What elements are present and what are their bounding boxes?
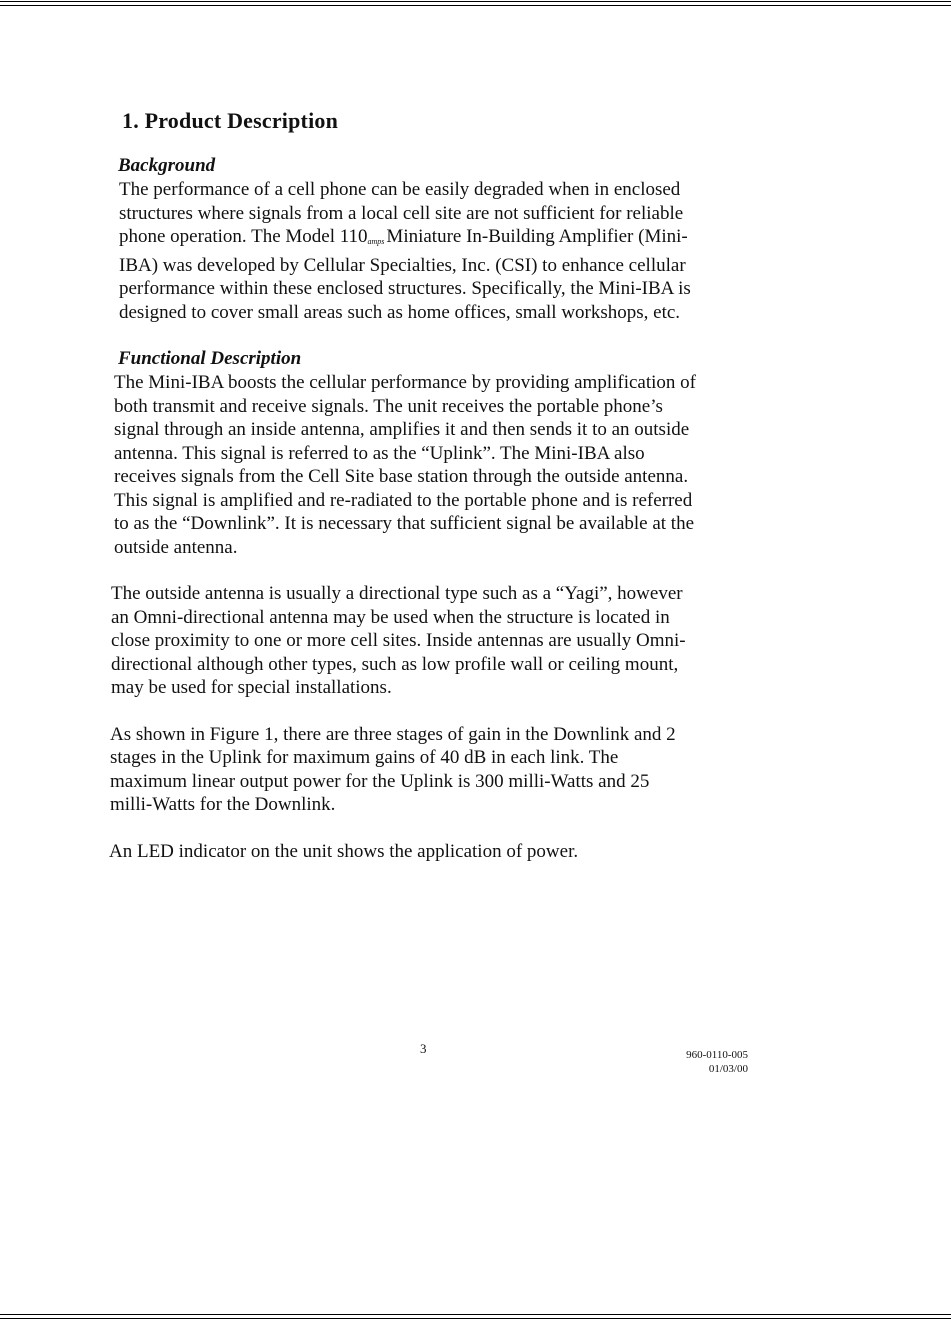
model-text: phone operation. The Model 110 — [119, 226, 368, 247]
paragraph-line: The Mini-IBA boosts the cellular performance by providing amplification of — [114, 372, 696, 393]
background-paragraph — [119, 178, 770, 324]
functional-section — [110, 347, 770, 559]
functional-paragraph — [114, 371, 770, 559]
section-heading: 1. Product Description — [122, 108, 339, 133]
model-text-rest: Miniature In-Building Amplifier (Mini- — [386, 226, 688, 247]
paragraph-line: performance within these enclosed structures. Specifically, the Mini-IBA is — [119, 278, 691, 299]
paragraph-line: may be used for special installations. — [111, 677, 392, 698]
paragraph-line: to as the “Downlink”. It is necessary that sufficient signal be available at the — [114, 513, 695, 534]
paragraph-line: directional although other types, such as low profile wall or ceiling mount, — [111, 653, 679, 675]
paragraph-line: receives signals from the Cell Site base station through the outside antenna. — [114, 466, 689, 487]
paragraph-line — [119, 225, 770, 254]
paragraph-line: both transmit and receive signals. The unit receives the portable phone’s — [114, 395, 663, 417]
paragraph-line: outside antenna. — [114, 536, 238, 558]
paragraph-line: signal through an inside antenna, amplifies it and then sends it to an outside — [114, 419, 690, 440]
background-section — [110, 154, 770, 324]
antenna-paragraph — [111, 582, 770, 700]
bottom-rule-inner — [0, 1318, 951, 1319]
model-subscript: amps — [367, 237, 385, 246]
functional-heading: Functional Description — [118, 348, 302, 369]
paragraph-line: milli-Watts for the Downlink. — [110, 794, 336, 815]
paragraph-line: IBA) was developed by Cellular Specialties, Inc. (CSI) to enhance cellular — [119, 254, 686, 276]
paragraph-line: structures where signals from a local cell site are not sufficient for reliable — [119, 202, 684, 224]
paragraph-line: antenna. This signal is referred to as the “Uplink”. The Mini-IBA also — [114, 442, 645, 464]
page-content — [110, 108, 770, 886]
paragraph-line: maximum linear output power for the Uplink is 300 milli-Watts and 25 — [110, 770, 650, 792]
paragraph-line: an Omni-directional antenna may be used when the structure is located in — [111, 606, 670, 628]
paragraph-line: close proximity to one or more cell sites. Inside antennas are usually Omni- — [111, 630, 686, 651]
top-rule-outer — [0, 1, 951, 2]
paragraph-line: An LED indicator on the unit shows the application of power. — [109, 840, 579, 862]
paragraph-line: As shown in Figure 1, there are three stages of gain in the Downlink and 2 — [110, 723, 676, 745]
page-number: 3 — [420, 1041, 427, 1056]
background-heading: Background — [118, 155, 216, 176]
bottom-rule-outer — [0, 1314, 951, 1315]
document-reference — [676, 1048, 748, 1076]
paragraph-line: designed to cover small areas such as home offices, small workshops, etc. — [119, 301, 681, 323]
paragraph-line: This signal is amplified and re-radiated to the portable phone and is referred — [114, 489, 693, 511]
led-paragraph — [109, 840, 770, 864]
document-number: 960-0110-005 — [686, 1049, 748, 1061]
top-rule-inner — [0, 5, 951, 6]
document-date: 01/03/00 — [708, 1063, 748, 1075]
paragraph-line: The outside antenna is usually a directional type such as a “Yagi”, however — [111, 583, 683, 604]
paragraph-line: stages in the Uplink for maximum gains of 40 dB in each link. The — [110, 747, 619, 768]
paragraph-line: The performance of a cell phone can be easily degraded when in enclosed — [119, 179, 681, 200]
gain-paragraph — [110, 723, 770, 817]
